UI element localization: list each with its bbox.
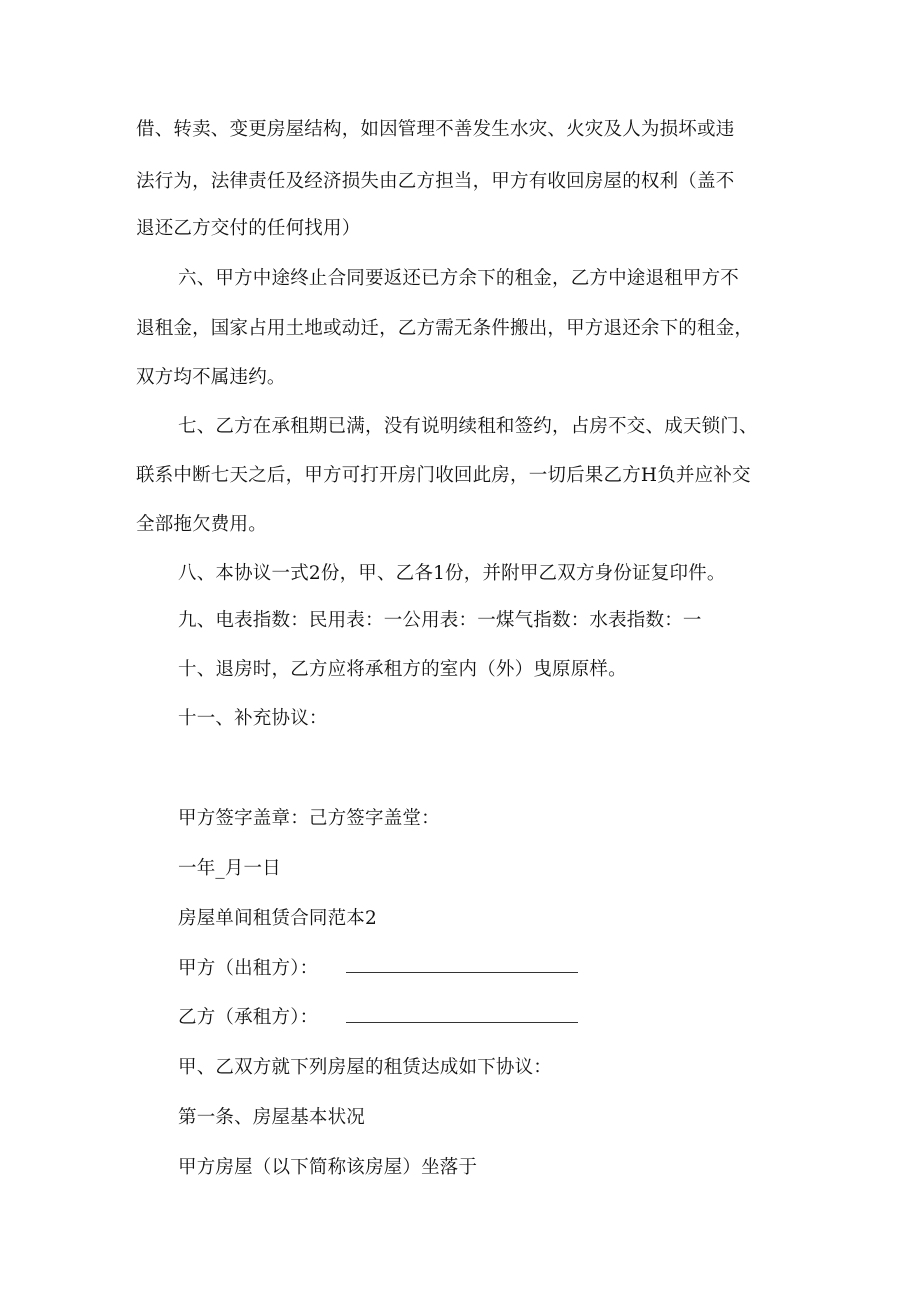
clause-eight-line: 八、本协议一式2份，甲、乙各1份，并附甲乙双方身份证复印件。 <box>178 563 726 584</box>
lessor-blank-line <box>346 972 578 973</box>
clause-ten-line: 十、退房时，乙方应将承租方的室内（外）曳原原样。 <box>178 659 627 680</box>
article-one-title: 第一条、房屋基本状况 <box>178 1107 366 1128</box>
clause-seven-line: 七、乙方在承租期已满，没有说明续租和签约，占房不交、成天锁门、 <box>178 416 758 437</box>
clause-eleven-line: 十一、补充协议： <box>178 708 328 729</box>
paragraph-line: 退还乙方交付的任何找用） <box>136 218 361 239</box>
lessee-blank-line <box>346 1022 578 1023</box>
lessee-label: 乙方（承租方）： <box>178 1007 319 1028</box>
paragraph-line: 联系中断七天之后，甲方可打开房门收回此房，一切后果乙方H负并应补交 <box>136 465 751 486</box>
property-location-line: 甲方房屋（以下简称该房屋）坐落于 <box>178 1157 478 1178</box>
clause-nine-line: 九、电表指数：民用表：一公用表：一煤气指数：水表指数：一 <box>178 610 702 631</box>
lessor-label: 甲方（出租方）： <box>178 958 319 979</box>
paragraph-line: 双方均不属违约。 <box>136 367 286 388</box>
paragraph-line: 退租金，国家占用土地或动迁，乙方需无条件搬出，甲方退还余下的租金， <box>136 318 754 339</box>
date-line: 一年_月一日 <box>178 858 281 879</box>
clause-six-line: 六、甲方中途终止合同要返还已方余下的租金，乙方中途退租甲方不 <box>178 268 740 289</box>
section-title: 房屋单间租赁合同范本2 <box>178 908 377 929</box>
agreement-intro: 甲、乙双方就下列房屋的租赁达成如下协议： <box>178 1057 553 1078</box>
signature-line: 甲方签字盖章：己方签字盖堂： <box>178 808 440 829</box>
paragraph-line: 全部拖欠费用。 <box>136 514 267 535</box>
paragraph-line: 借、转卖、变更房屋结构，如因管理不善发生水灾、火灾及人为损坏或违 <box>136 119 735 140</box>
paragraph-line: 法行为，法律责任及经济损失由乙方担当，甲方有收回房屋的权利（盖不 <box>136 171 735 192</box>
